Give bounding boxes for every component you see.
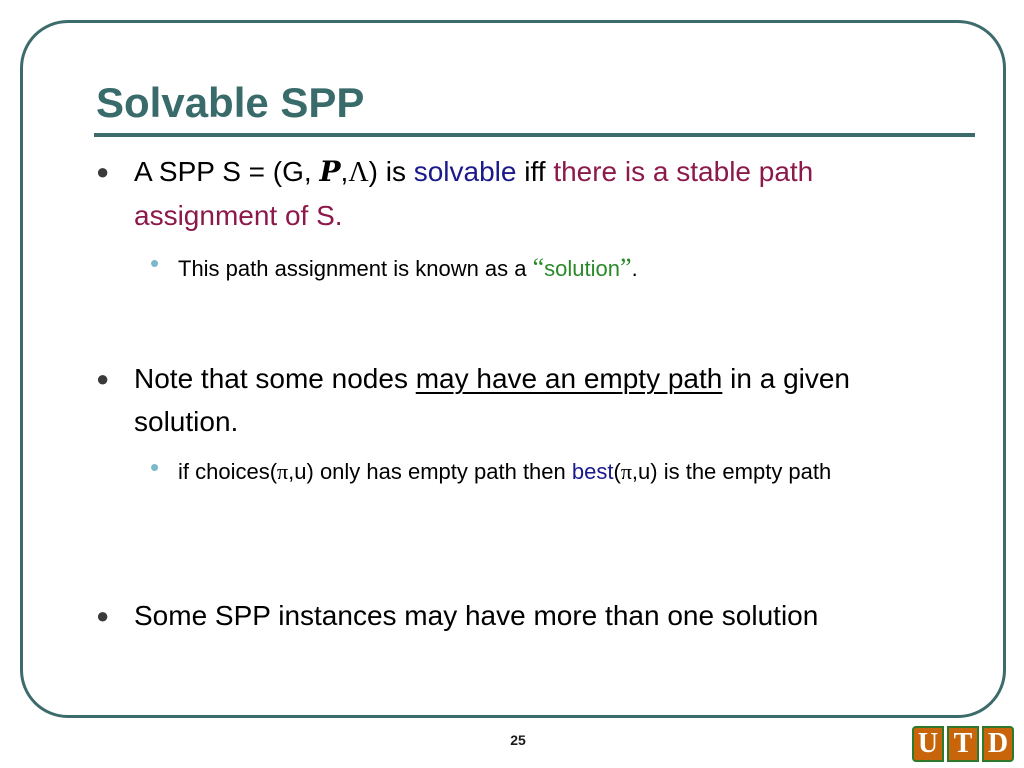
- slide-title: Solvable SPP: [96, 79, 365, 126]
- title-underline: [94, 133, 975, 137]
- subbullet-text: [178, 251, 910, 285]
- bullet-dot-icon: ●: [96, 366, 110, 391]
- bullet-text: [134, 357, 916, 443]
- stable-assignment-phrase: there is a stable path assignment of S.: [134, 156, 814, 231]
- open-quote: “: [532, 253, 545, 282]
- text-segment: in a given solution.: [134, 363, 850, 437]
- text-segment: A SPP S = (G,: [134, 156, 320, 187]
- best-term: best: [571, 459, 614, 484]
- page-number: 25: [510, 732, 526, 748]
- bullet-dot-icon: ●: [96, 159, 110, 184]
- underlined-phrase: may have an empty path: [415, 363, 723, 394]
- text-segment: ,u) only has empty path then: [288, 459, 572, 484]
- subbullet-dot-icon: •: [150, 248, 160, 278]
- pi-symbol: π: [277, 459, 289, 484]
- text-segment: ,u) is the empty path: [631, 459, 832, 484]
- logo-letter-d: D: [982, 726, 1014, 762]
- subbullet-dot-icon: •: [150, 452, 160, 482]
- text-segment: Note that some nodes: [134, 363, 416, 394]
- bullet-dot-icon: ●: [96, 603, 110, 628]
- pi-symbol: π: [620, 459, 632, 484]
- bullet-empty-path: [96, 357, 916, 443]
- text-segment: iff: [516, 156, 554, 187]
- text-segment: if choices(: [178, 459, 278, 484]
- text-segment: (: [613, 459, 621, 484]
- script-p-symbol: P: [319, 155, 341, 188]
- logo-letter-u: U: [912, 726, 944, 762]
- lambda-symbol: Λ: [348, 157, 369, 188]
- solution-term: solution: [544, 256, 621, 281]
- text-segment: This path assignment is known as a: [178, 256, 533, 281]
- bullet-solvable: [96, 150, 916, 237]
- text-segment: .: [631, 256, 638, 281]
- utd-logo: [912, 726, 1014, 764]
- bullet-text: [134, 150, 916, 237]
- bullet-multiple-solutions: [96, 594, 916, 637]
- subbullet-text: [178, 455, 910, 488]
- logo-letter-t: T: [947, 726, 979, 762]
- close-quote: ”: [620, 253, 632, 282]
- text-segment: ) is: [368, 156, 414, 187]
- text-segment: ,: [340, 156, 349, 187]
- subbullet-solution: [150, 248, 910, 285]
- bullet-text: Some SPP instances may have more than one solution: [134, 600, 819, 631]
- subbullet-choices: [150, 452, 910, 488]
- solvable-term: solvable: [413, 156, 517, 187]
